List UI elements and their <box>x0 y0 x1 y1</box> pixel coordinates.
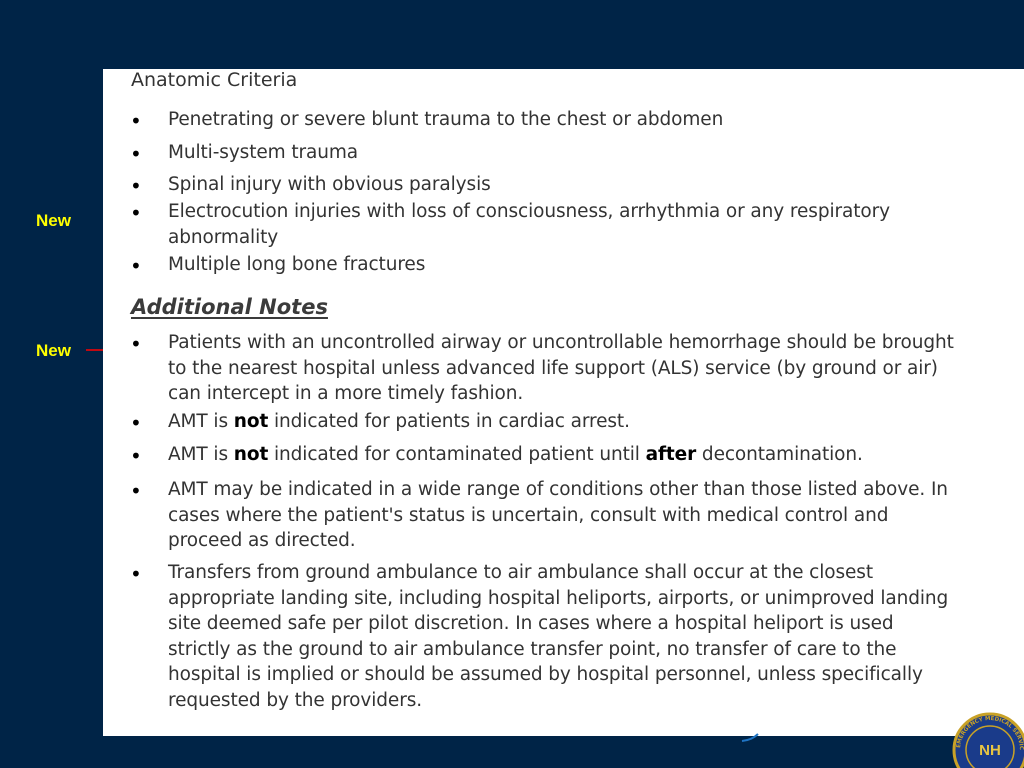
note-line: Transfers from ground ambulance to air ambulance shall occur at the closest <box>168 562 874 583</box>
note-emphasis: not <box>233 411 269 432</box>
note-line: AMT may be indicated in a wide range of conditions other than those listed above. In <box>168 479 948 500</box>
bullet-icon: • <box>130 562 142 586</box>
note-line: appropriate landing site, including hospital heliports, airports, or unimproved landing <box>168 587 949 609</box>
bullet-icon: • <box>130 201 142 225</box>
slide-content-panel <box>103 69 1024 736</box>
note-text: AMT is <box>168 411 234 432</box>
note-line: Patients with an uncontrolled airway or uncontrollable hemorrhage should be brought <box>168 332 954 353</box>
bullet-icon: • <box>130 479 142 503</box>
bullet-icon: • <box>130 109 142 133</box>
bullet-icon: • <box>130 411 142 435</box>
new-label-anatomic: New <box>36 211 71 230</box>
note-emphasis: not <box>233 444 269 465</box>
note-item <box>168 330 954 407</box>
note-line: strictly as the ground to air ambulance transfer point, no transfer of care to the <box>168 638 897 660</box>
note-text: indicated for patients in cardiac arrest. <box>268 411 630 432</box>
anatomic-item: Penetrating or severe blunt trauma to the chest or abdomen <box>168 109 724 130</box>
note-item <box>168 477 948 554</box>
new-label-notes: New <box>36 341 71 360</box>
anatomic-item: Multiple long bone fractures <box>168 254 426 275</box>
note-line: can intercept in a more timely fashion. <box>168 383 524 404</box>
note-line: requested by the providers. <box>168 689 423 711</box>
note-item <box>168 442 863 468</box>
section-heading-anatomic-criteria: Anatomic Criteria <box>131 69 298 91</box>
note-line: cases where the patient's status is uncertain, consult with medical control and <box>168 504 889 526</box>
anatomic-item: Multi-system trauma <box>168 142 359 163</box>
seal-ring-text: EMERGENCY MEDICAL SERVIC <box>956 715 1024 751</box>
note-line: to the nearest hospital unless advanced life support (ALS) service (by ground or air) <box>168 357 938 379</box>
bullet-icon: • <box>130 142 142 166</box>
note-emphasis: after <box>645 444 697 465</box>
note-line: proceed as directed. <box>168 530 356 551</box>
note-text: decontamination. <box>696 444 863 465</box>
note-item <box>168 560 948 713</box>
bullet-icon: • <box>130 332 142 356</box>
note-line: hospital is implied or should be assumed by hospital personnel, unless specifically <box>168 664 923 685</box>
note-text: AMT is <box>168 444 234 465</box>
bullet-icon: • <box>130 254 142 278</box>
additional-notes-title: Additional Notes <box>131 295 328 319</box>
nh-ems-seal-logo <box>950 708 1024 768</box>
seal-nh-text: NH <box>979 742 1001 759</box>
anatomic-item-line: Electrocution injuries with loss of consciousness, arrhythmia or any respiratory <box>168 201 890 222</box>
note-text: indicated for contaminated patient until <box>268 444 646 465</box>
anatomic-item <box>168 199 890 250</box>
anatomic-item-line: abnormality <box>168 226 279 248</box>
bullet-icon: • <box>130 174 142 198</box>
anatomic-item: Spinal injury with obvious paralysis <box>168 174 491 195</box>
bullet-icon: • <box>130 444 142 468</box>
note-item <box>168 409 630 435</box>
note-line: site deemed safe per pilot discretion. In cases where a hospital heliport is used <box>168 613 894 634</box>
